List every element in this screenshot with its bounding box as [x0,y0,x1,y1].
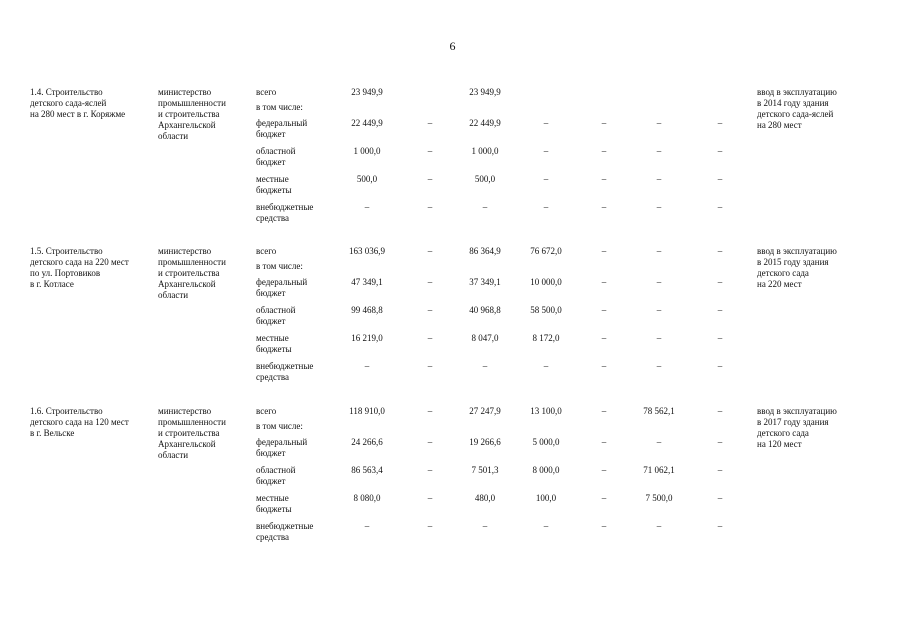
cell: – [427,465,433,475]
cell: – [427,246,433,256]
cell: 23 949,9 [469,87,501,97]
cell: – [717,305,723,315]
cell: 27 247,9 [469,406,501,416]
cell: 100,0 [535,493,557,503]
cell: – [601,333,607,343]
page-number: 6 [449,39,456,53]
cell: – [601,406,607,416]
section-title: 1.5. Строительство детского сада на 220 мест по ул. Портовиков в г. Котласе [30,246,129,289]
row-label: федеральный бюджет [256,118,308,139]
cell: – [656,174,662,184]
cell: – [717,277,723,287]
section-executor: министерство промышленности и строительства Архангельской области [158,87,226,141]
cell: – [656,333,662,343]
cell: – [427,146,433,156]
row-label: всего [256,246,277,256]
cell: 8 172,0 [532,333,560,343]
cell: – [717,406,723,416]
cell: – [601,361,607,371]
cell: 118 910,0 [349,406,385,416]
cell: 5 000,0 [532,437,560,447]
row-label: местные бюджеты [256,333,292,354]
cell: 13 100,0 [530,406,562,416]
row-label: областной бюджет [256,146,296,167]
cell: – [427,118,433,128]
cell: 23 949,9 [351,87,383,97]
cell: 500,0 [474,174,496,184]
cell: – [427,174,433,184]
row-label: областной бюджет [256,465,296,486]
cell: – [717,202,723,212]
section-result: ввод в эксплуатацию в 2014 году здания детского сада-яслей на 280 мест [757,87,837,130]
cell: 7 501,3 [471,465,499,475]
cell: – [427,521,433,531]
cell: – [717,146,723,156]
cell: – [601,305,607,315]
cell: – [656,361,662,371]
cell: 1 000,0 [353,146,381,156]
cell: – [427,493,433,503]
row-label: местные бюджеты [256,493,292,514]
cell: – [601,202,607,212]
row-label: федеральный бюджет [256,437,308,458]
cell: – [656,437,662,447]
cell: 71 062,1 [643,465,675,475]
cell: – [601,118,607,128]
cell: 86 364,9 [469,246,501,256]
row-label: всего [256,406,277,416]
cell: – [427,406,433,416]
cell: – [543,146,549,156]
cell: – [543,521,549,531]
cell: – [601,465,607,475]
cell: 500,0 [356,174,378,184]
row-label: федеральный бюджет [256,277,308,298]
cell: 480,0 [474,493,496,503]
cell: 24 266,6 [351,437,383,447]
cell: – [364,361,370,371]
row-label: всего [256,87,277,97]
section-executor: министерство промышленности и строительства Архангельской области [158,246,226,300]
cell: 16 219,0 [351,333,383,343]
cell: 1 000,0 [471,146,499,156]
cell: – [656,277,662,287]
cell: 40 968,8 [469,305,501,315]
cell: – [482,521,488,531]
cell: 22 449,9 [469,118,501,128]
row-label: местные бюджеты [256,174,292,195]
cell: – [717,118,723,128]
cell: – [656,305,662,315]
cell: – [601,437,607,447]
cell: – [717,521,723,531]
cell: – [656,246,662,256]
row-label: внебюджетные средства [256,361,314,382]
row-label: в том числе: [256,421,303,431]
cell: – [656,521,662,531]
cell: – [543,118,549,128]
cell: – [717,174,723,184]
cell: – [601,174,607,184]
cell: – [427,333,433,343]
cell: 86 563,4 [351,465,383,475]
cell: – [482,361,488,371]
cell: 8 000,0 [532,465,560,475]
cell: – [427,361,433,371]
cell: – [543,361,549,371]
row-label: в том числе: [256,261,303,271]
cell: – [717,246,723,256]
cell: 58 500,0 [530,305,562,315]
row-label: внебюджетные средства [256,202,314,223]
row-label: внебюджетные средства [256,521,314,542]
cell: – [601,146,607,156]
cell: – [717,361,723,371]
cell: 47 349,1 [351,277,383,287]
cell: 10 000,0 [530,277,562,287]
cell: – [717,333,723,343]
cell: – [427,202,433,212]
cell: – [601,277,607,287]
cell: – [364,202,370,212]
cell: – [656,146,662,156]
cell: – [601,493,607,503]
cell: 22 449,9 [351,118,383,128]
cell: – [717,437,723,447]
row-label: областной бюджет [256,305,296,326]
cell: – [482,202,488,212]
cell: – [427,305,433,315]
row-label: в том числе: [256,102,303,112]
cell: – [543,202,549,212]
cell: 19 266,6 [469,437,501,447]
section-title: 1.4. Строительство детского сада-яслей на 280 мест в г. Коряжме [30,87,126,119]
cell: – [656,202,662,212]
section-title: 1.6. Строительство детского сада на 120 мест в г. Вельске [30,406,129,438]
cell: 76 672,0 [530,246,562,256]
cell: – [717,465,723,475]
cell: – [543,174,549,184]
cell: 7 500,0 [645,493,673,503]
section-executor: министерство промышленности и строительства Архангельской области [158,406,226,460]
cell: – [364,521,370,531]
section-result: ввод в эксплуатацию в 2017 году здания детского сада на 120 мест [757,406,837,449]
cell: 163 036,9 [349,246,385,256]
cell: 99 468,8 [351,305,383,315]
cell: – [601,521,607,531]
cell: 37 349,1 [469,277,501,287]
cell: – [427,437,433,447]
cell: – [717,493,723,503]
cell: – [656,118,662,128]
cell: 78 562,1 [643,406,675,416]
cell: – [427,277,433,287]
cell: 8 080,0 [353,493,381,503]
section-result: ввод в эксплуатацию в 2015 году здания детского сада на 220 мест [757,246,837,289]
cell: – [601,246,607,256]
cell: 8 047,0 [471,333,499,343]
